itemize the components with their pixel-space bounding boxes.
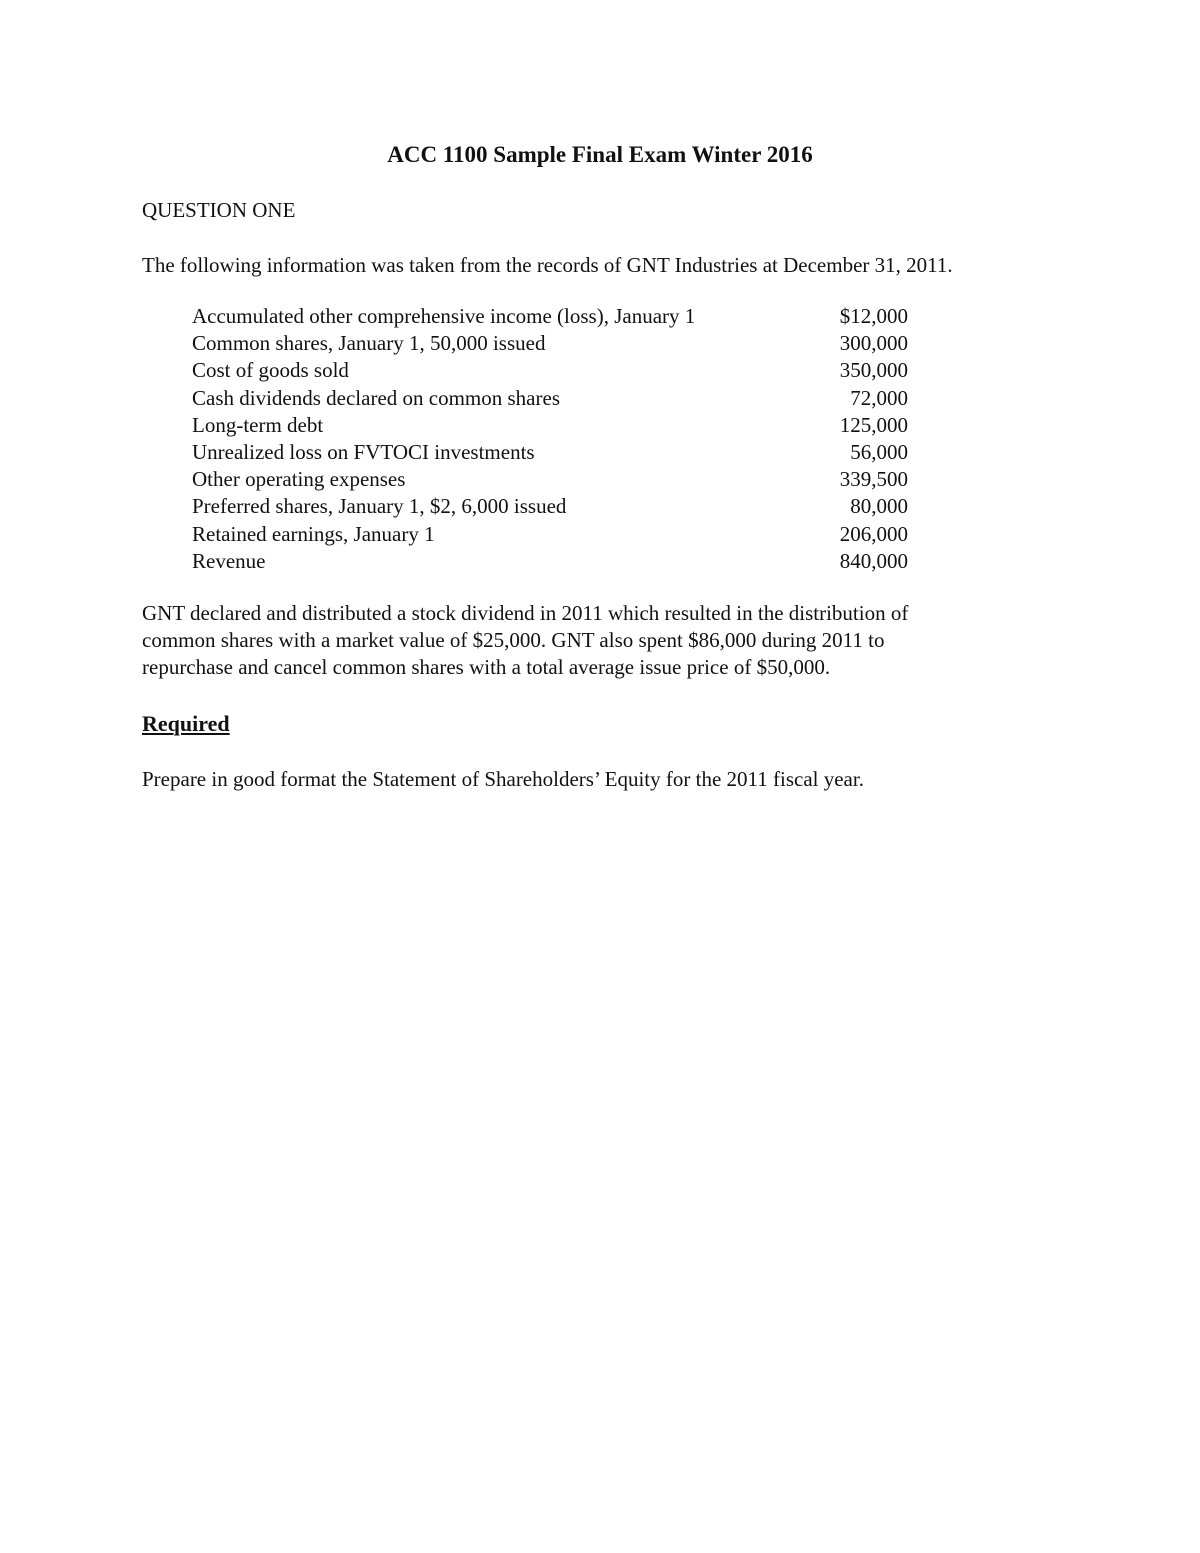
exam-title: ACC 1100 Sample Final Exam Winter 2016 — [387, 142, 813, 167]
item-value: 80,000 — [850, 494, 908, 519]
account-items-list — [192, 303, 908, 575]
item-label: Retained earnings, January 1 — [192, 521, 435, 546]
item-value: 72,000 — [850, 385, 908, 410]
item-label: Revenue — [192, 548, 266, 573]
paragraph-line: GNT declared and distributed a stock dividend in 2011 which resulted in the distribution of — [142, 601, 909, 625]
list-item — [192, 521, 908, 548]
item-value: $12,000 — [839, 304, 908, 328]
item-value: 300,000 — [839, 331, 908, 356]
paragraph-line: common shares with a market value of $25,000. GNT also spent $86,000 during 2011 to — [142, 628, 885, 653]
list-item — [192, 493, 908, 520]
scenario-paragraph — [142, 600, 1042, 682]
list-item — [192, 385, 908, 412]
item-value: 125,000 — [839, 412, 908, 437]
item-value: 206,000 — [839, 521, 908, 546]
item-label: Other operating expenses — [192, 467, 406, 492]
required-heading: Required — [142, 711, 230, 736]
paragraph-line: repurchase and cancel common shares with a total average issue price of $50,000. — [142, 655, 831, 680]
item-label: Cash dividends declared on common shares — [192, 385, 560, 410]
item-value: 56,000 — [850, 439, 908, 464]
list-item — [192, 303, 908, 330]
item-label: Unrealized loss on FVTOCI investments — [192, 439, 535, 464]
item-label: Accumulated other comprehensive income (loss), January 1 — [192, 304, 696, 328]
list-item — [192, 357, 908, 384]
item-value: 350,000 — [839, 358, 908, 383]
list-item — [192, 439, 908, 466]
item-label: Cost of goods sold — [192, 358, 349, 383]
item-label: Common shares, January 1, 50,000 issued — [192, 331, 546, 356]
list-item — [192, 412, 908, 439]
instruction-text: Prepare in good format the Statement of Shareholders’ Equity for the 2011 fiscal year. — [142, 767, 864, 791]
list-item — [192, 330, 908, 357]
item-value: 840,000 — [839, 548, 908, 573]
list-item — [192, 466, 908, 493]
item-label: Long-term debt — [192, 412, 324, 437]
intro-text: The following information was taken from the records of GNT Industries at December 31, 2011. — [142, 253, 953, 277]
item-value: 339,500 — [839, 467, 908, 492]
question-heading: QUESTION ONE — [142, 198, 296, 222]
item-label: Preferred shares, January 1, $2, 6,000 issued — [192, 494, 567, 519]
list-item — [192, 548, 908, 575]
